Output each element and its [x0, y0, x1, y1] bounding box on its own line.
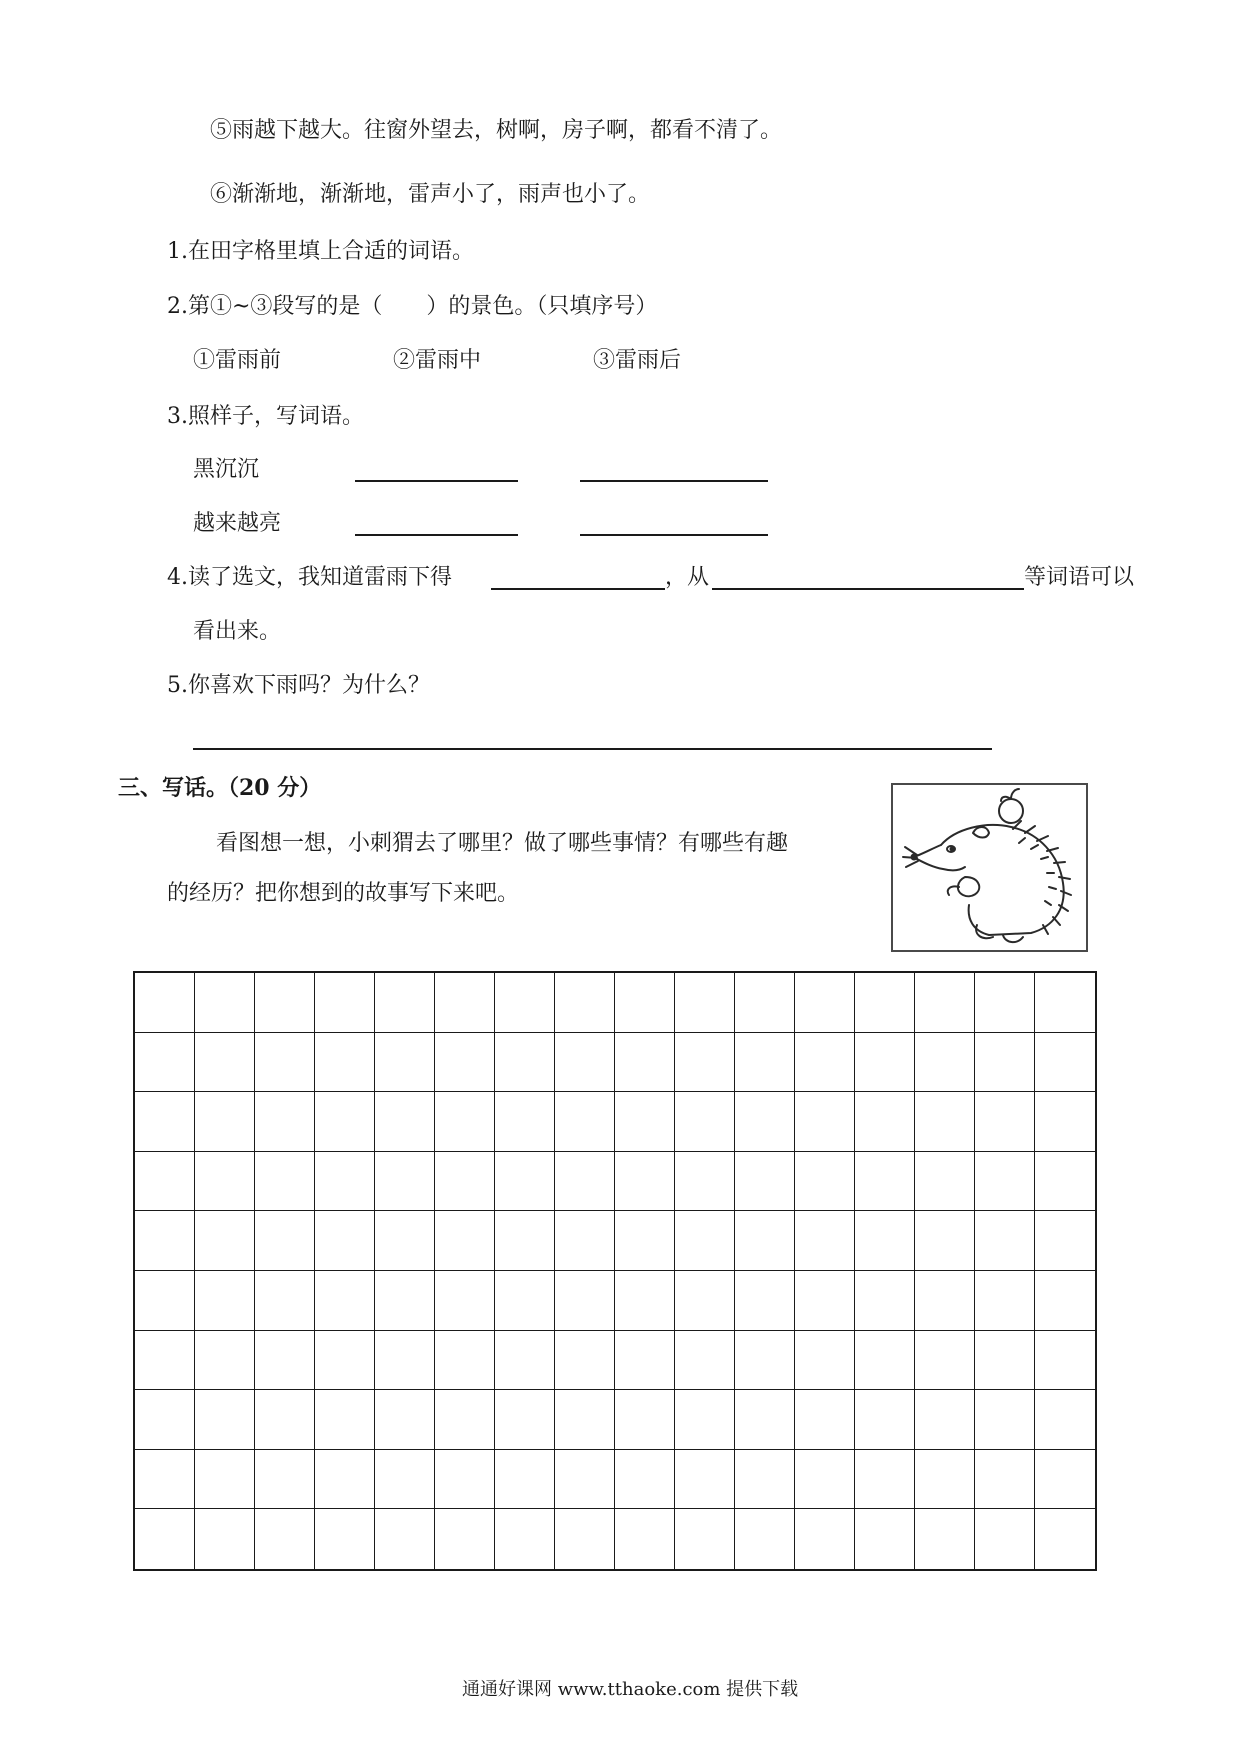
grid-cell[interactable] [315, 1152, 375, 1212]
grid-cell[interactable] [555, 973, 615, 1033]
q2-option-2: ②雷雨中 [393, 348, 482, 373]
grid-cell[interactable] [255, 1211, 315, 1271]
grid-cell[interactable] [915, 1509, 975, 1569]
grid-cell[interactable] [975, 1390, 1035, 1450]
grid-cell[interactable] [495, 1211, 555, 1271]
grid-cell[interactable] [735, 1450, 795, 1510]
grid-cell[interactable] [435, 1271, 495, 1331]
grid-cell[interactable] [1035, 973, 1095, 1033]
grid-cell[interactable] [135, 1271, 195, 1331]
grid-cell[interactable] [255, 1509, 315, 1569]
q5-answer-line[interactable] [193, 748, 992, 750]
grid-cell[interactable] [855, 1033, 915, 1093]
grid-cell[interactable] [375, 1331, 435, 1391]
grid-cell[interactable] [915, 1450, 975, 1510]
grid-cell[interactable] [435, 1509, 495, 1569]
grid-cell[interactable] [495, 1033, 555, 1093]
grid-cell[interactable] [435, 1152, 495, 1212]
grid-cell[interactable] [495, 1450, 555, 1510]
grid-cell[interactable] [495, 1092, 555, 1152]
grid-cell[interactable] [855, 1152, 915, 1212]
grid-cell[interactable] [195, 1211, 255, 1271]
grid-cell[interactable] [915, 1092, 975, 1152]
grid-cell[interactable] [135, 1450, 195, 1510]
question-4-part2: ，从 [665, 565, 710, 590]
passage-paragraph-5: ⑤雨越下越大。往窗外望去，树啊，房子啊，都看不清了。 [210, 118, 783, 143]
section-3-prompt-line-1: 看图想一想，小刺猬去了哪里？做了哪些事情？有哪些有趣 [216, 831, 789, 856]
grid-cell[interactable] [975, 1331, 1035, 1391]
q3-answer-line-2a[interactable] [355, 534, 518, 536]
hedgehog-icon [893, 785, 1086, 950]
grid-cell[interactable] [135, 1152, 195, 1212]
grid-cell[interactable] [795, 1331, 855, 1391]
grid-cell[interactable] [615, 1390, 675, 1450]
grid-cell[interactable] [915, 1331, 975, 1391]
grid-cell[interactable] [255, 1331, 315, 1391]
grid-cell[interactable] [975, 1033, 1035, 1093]
grid-cell[interactable] [555, 1152, 615, 1212]
grid-cell[interactable] [735, 1509, 795, 1569]
grid-cell[interactable] [315, 1033, 375, 1093]
grid-cell[interactable] [315, 1331, 375, 1391]
q4-answer-line-2[interactable] [712, 588, 1024, 590]
grid-cell[interactable] [555, 1390, 615, 1450]
hedgehog-picture [891, 783, 1088, 952]
grid-cell[interactable] [735, 973, 795, 1033]
grid-cell[interactable] [675, 1211, 735, 1271]
question-4-part1: 4.读了选文，我知道雷雨下得 [167, 565, 452, 590]
grid-cell[interactable] [255, 973, 315, 1033]
grid-cell[interactable] [255, 1033, 315, 1093]
grid-cell[interactable] [555, 1211, 615, 1271]
q3-answer-line-2b[interactable] [580, 534, 768, 536]
grid-cell[interactable] [675, 1390, 735, 1450]
grid-cell[interactable] [195, 1450, 255, 1510]
grid-cell[interactable] [915, 1152, 975, 1212]
grid-cell[interactable] [135, 1211, 195, 1271]
grid-cell[interactable] [135, 973, 195, 1033]
section-3-heading: 三、写话。（20 分） [118, 775, 322, 801]
grid-cell[interactable] [675, 1509, 735, 1569]
grid-cell[interactable] [795, 1092, 855, 1152]
grid-cell[interactable] [975, 973, 1035, 1033]
grid-cell[interactable] [195, 1509, 255, 1569]
question-4-part3: 等词语可以 [1024, 565, 1135, 590]
grid-cell[interactable] [315, 1092, 375, 1152]
grid-cell[interactable] [375, 1450, 435, 1510]
question-1: 1.在田字格里填上合适的词语。 [167, 239, 474, 264]
grid-cell[interactable] [255, 1152, 315, 1212]
grid-cell[interactable] [375, 1033, 435, 1093]
q3-answer-line-1a[interactable] [355, 480, 518, 482]
grid-cell[interactable] [255, 1390, 315, 1450]
grid-cell[interactable] [1035, 1152, 1095, 1212]
grid-cell[interactable] [255, 1271, 315, 1331]
grid-cell[interactable] [435, 1211, 495, 1271]
grid-cell[interactable] [495, 1331, 555, 1391]
grid-cell[interactable] [435, 1033, 495, 1093]
grid-cell[interactable] [495, 1271, 555, 1331]
grid-cell[interactable] [795, 1211, 855, 1271]
grid-cell[interactable] [375, 1211, 435, 1271]
grid-cell[interactable] [375, 1390, 435, 1450]
grid-cell[interactable] [315, 1509, 375, 1569]
grid-cell[interactable] [375, 1509, 435, 1569]
grid-cell[interactable] [1035, 1390, 1095, 1450]
grid-cell[interactable] [315, 973, 375, 1033]
grid-cell[interactable] [615, 1092, 675, 1152]
grid-cell[interactable] [195, 1152, 255, 1212]
grid-cell[interactable] [795, 1033, 855, 1093]
q3-example-1: 黑沉沉 [193, 457, 260, 482]
grid-cell[interactable] [135, 1092, 195, 1152]
grid-cell[interactable] [435, 973, 495, 1033]
grid-cell[interactable] [855, 1271, 915, 1331]
grid-cell[interactable] [915, 1211, 975, 1271]
grid-cell[interactable] [615, 973, 675, 1033]
grid-cell[interactable] [1035, 1271, 1095, 1331]
grid-cell[interactable] [135, 1509, 195, 1569]
grid-cell[interactable] [675, 1271, 735, 1331]
grid-cell[interactable] [435, 1092, 495, 1152]
grid-cell[interactable] [855, 1509, 915, 1569]
grid-cell[interactable] [255, 1092, 315, 1152]
grid-cell[interactable] [315, 1450, 375, 1510]
question-5: 5.你喜欢下雨吗？为什么？ [167, 673, 430, 698]
grid-cell[interactable] [195, 973, 255, 1033]
q4-answer-line-1[interactable] [491, 588, 665, 590]
grid-cell[interactable] [1035, 1450, 1095, 1510]
question-4-line2: 看出来。 [193, 619, 282, 644]
grid-cell[interactable] [975, 1450, 1035, 1510]
q3-answer-line-1b[interactable] [580, 480, 768, 482]
grid-cell[interactable] [555, 1331, 615, 1391]
grid-cell[interactable] [975, 1509, 1035, 1569]
grid-cell[interactable] [615, 1152, 675, 1212]
grid-cell[interactable] [195, 1271, 255, 1331]
grid-cell[interactable] [855, 1211, 915, 1271]
grid-cell[interactable] [1035, 1211, 1095, 1271]
grid-cell[interactable] [675, 1092, 735, 1152]
grid-cell[interactable] [435, 1450, 495, 1510]
grid-cell[interactable] [315, 1211, 375, 1271]
grid-cell[interactable] [435, 1331, 495, 1391]
grid-cell[interactable] [135, 1331, 195, 1391]
grid-cell[interactable] [615, 1211, 675, 1271]
grid-cell[interactable] [735, 1331, 795, 1391]
grid-cell[interactable] [615, 1509, 675, 1569]
grid-cell[interactable] [1035, 1033, 1095, 1093]
grid-cell[interactable] [915, 1033, 975, 1093]
grid-cell[interactable] [975, 1211, 1035, 1271]
grid-cell[interactable] [315, 1271, 375, 1331]
grid-cell[interactable] [195, 1331, 255, 1391]
grid-cell[interactable] [195, 1390, 255, 1450]
grid-cell[interactable] [375, 1271, 435, 1331]
grid-cell[interactable] [615, 1450, 675, 1510]
grid-cell[interactable] [195, 1092, 255, 1152]
grid-cell[interactable] [735, 1271, 795, 1331]
grid-cell[interactable] [675, 1331, 735, 1391]
grid-cell[interactable] [555, 1450, 615, 1510]
question-3: 3.照样子，写词语。 [167, 404, 364, 429]
grid-cell[interactable] [975, 1271, 1035, 1331]
grid-cell[interactable] [615, 1331, 675, 1391]
grid-cell[interactable] [795, 1271, 855, 1331]
grid-cell[interactable] [855, 1331, 915, 1391]
q3-example-2: 越来越亮 [193, 511, 282, 536]
grid-cell[interactable] [495, 1509, 555, 1569]
grid-cell[interactable] [795, 1509, 855, 1569]
grid-cell[interactable] [555, 1509, 615, 1569]
grid-cell[interactable] [855, 973, 915, 1033]
grid-cell[interactable] [555, 1033, 615, 1093]
grid-cell[interactable] [915, 973, 975, 1033]
grid-cell[interactable] [495, 973, 555, 1033]
grid-cell[interactable] [375, 1092, 435, 1152]
grid-cell[interactable] [735, 1152, 795, 1212]
grid-cell[interactable] [675, 973, 735, 1033]
grid-cell[interactable] [555, 1092, 615, 1152]
grid-cell[interactable] [615, 1271, 675, 1331]
grid-cell[interactable] [855, 1092, 915, 1152]
passage-paragraph-6: ⑥渐渐地，渐渐地，雷声小了，雨声也小了。 [210, 182, 651, 207]
grid-cell[interactable] [675, 1152, 735, 1212]
question-2: 2.第①~③段写的是（ ）的景色。（只填序号） [167, 294, 658, 319]
grid-cell[interactable] [795, 973, 855, 1033]
q2-option-3: ③雷雨后 [593, 348, 682, 373]
grid-cell[interactable] [615, 1033, 675, 1093]
writing-grid[interactable] [133, 971, 1097, 1571]
grid-cell[interactable] [255, 1450, 315, 1510]
grid-cell[interactable] [375, 973, 435, 1033]
grid-cell[interactable] [495, 1152, 555, 1212]
grid-cell[interactable] [135, 1033, 195, 1093]
grid-cell[interactable] [135, 1390, 195, 1450]
grid-cell[interactable] [555, 1271, 615, 1331]
grid-cell[interactable] [375, 1152, 435, 1212]
grid-cell[interactable] [855, 1450, 915, 1510]
grid-cell[interactable] [795, 1152, 855, 1212]
grid-cell[interactable] [1035, 1509, 1095, 1569]
grid-cell[interactable] [495, 1390, 555, 1450]
grid-cell[interactable] [1035, 1331, 1095, 1391]
q2-option-1: ①雷雨前 [193, 348, 282, 373]
grid-cell[interactable] [975, 1152, 1035, 1212]
grid-cell[interactable] [855, 1390, 915, 1450]
grid-cell[interactable] [675, 1033, 735, 1093]
grid-cell[interactable] [915, 1271, 975, 1331]
grid-cell[interactable] [735, 1033, 795, 1093]
grid-cell[interactable] [1035, 1092, 1095, 1152]
grid-cell[interactable] [735, 1211, 795, 1271]
grid-cell[interactable] [315, 1390, 375, 1450]
grid-cell[interactable] [795, 1450, 855, 1510]
footer-credit: 通通好课网 www.tthaoke.com 提供下载 [462, 1679, 799, 1700]
grid-cell[interactable] [735, 1092, 795, 1152]
grid-cell[interactable] [915, 1390, 975, 1450]
grid-cell[interactable] [195, 1033, 255, 1093]
grid-cell[interactable] [435, 1390, 495, 1450]
section-3-prompt-line-2: 的经历？把你想到的故事写下来吧。 [167, 881, 520, 906]
grid-cell[interactable] [975, 1092, 1035, 1152]
grid-cell[interactable] [795, 1390, 855, 1450]
grid-cell[interactable] [675, 1450, 735, 1510]
grid-cell[interactable] [735, 1390, 795, 1450]
